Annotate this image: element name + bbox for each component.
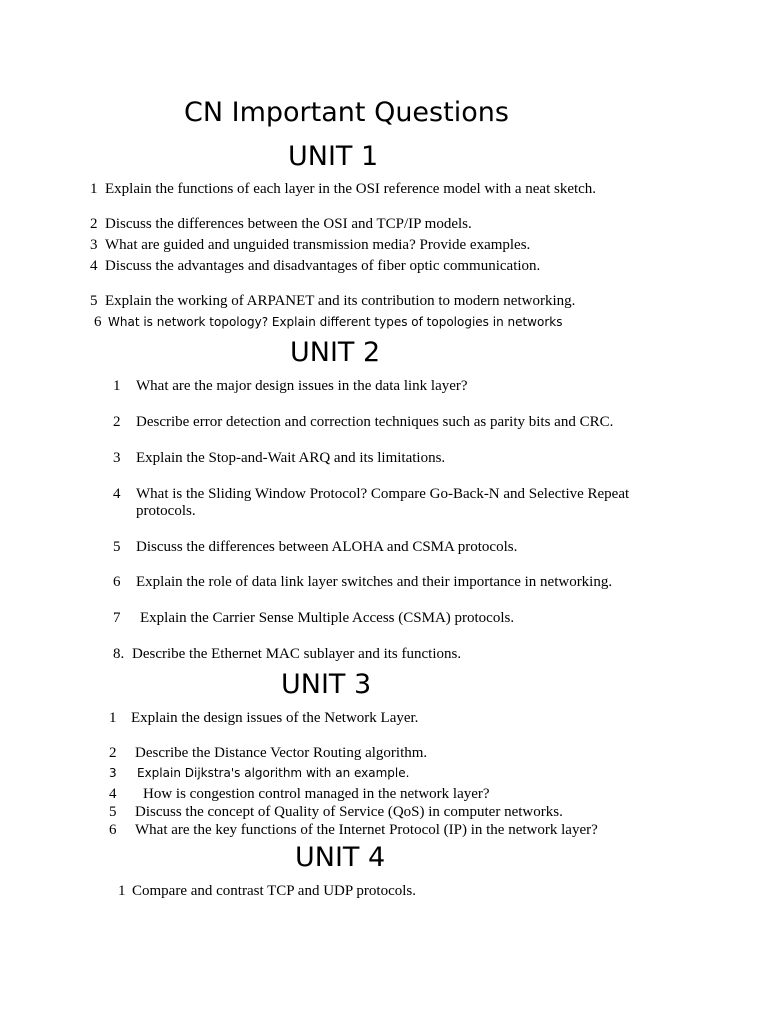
unit-1-q4-number: 4 xyxy=(90,258,98,274)
unit-1-q2-text: Discuss the differences between the OSI and TCP/IP models. xyxy=(105,216,472,232)
unit-1-q1-text: Explain the functions of each layer in the OSI reference model with a neat sketch. xyxy=(105,181,597,197)
unit-2-q7-number: 7 xyxy=(113,610,121,626)
unit-1-q3-text: What are guided and unguided transmission media? Provide examples. xyxy=(105,237,531,253)
unit-3-q4-number: 4 xyxy=(109,786,117,802)
unit-2-q6-number: 6 xyxy=(113,574,121,590)
unit-4-q1-text: Compare and contrast TCP and UDP protocols. xyxy=(132,883,416,899)
unit-3-q6-text: What are the key functions of the Internet Protocol (IP) in the network layer? xyxy=(135,822,598,838)
unit-2-q4-text: What is the Sliding Window Protocol? Compare Go-Back-N and Selective Repeat xyxy=(136,486,630,502)
unit-4-heading: UNIT 4 xyxy=(295,842,386,873)
unit-2-q2-text: Describe error detection and correction techniques such as parity bits and CRC. xyxy=(136,414,614,430)
unit-3-q3-number: 3 xyxy=(109,766,117,780)
unit-1-heading: UNIT 1 xyxy=(288,141,379,172)
unit-3-q5-number: 5 xyxy=(109,804,117,820)
unit-1-q6-number: 6 xyxy=(94,314,102,330)
unit-3-q4-text: How is congestion control managed in the network layer? xyxy=(143,786,490,802)
unit-1-q5-text: Explain the working of ARPANET and its contribution to modern networking. xyxy=(105,293,576,309)
unit-1-q1-number: 1 xyxy=(90,181,98,197)
unit-1-q4-text: Discuss the advantages and disadvantages of fiber optic communication. xyxy=(105,258,541,274)
unit-1-q2-number: 2 xyxy=(90,216,98,232)
unit-3-heading: UNIT 3 xyxy=(281,669,372,700)
unit-3-q1-text: Explain the design issues of the Network Layer. xyxy=(131,710,419,726)
unit-1-q3-number: 3 xyxy=(90,237,98,253)
unit-3-q6-number: 6 xyxy=(109,822,117,838)
unit-2-q4-number: 4 xyxy=(113,486,121,502)
unit-3-q2-text: Describe the Distance Vector Routing algorithm. xyxy=(135,745,428,761)
unit-2-q6-text: Explain the role of data link layer switches and their importance in networking. xyxy=(136,574,613,590)
unit-2-q7-text: Explain the Carrier Sense Multiple Access (CSMA) protocols. xyxy=(140,610,515,626)
unit-2-q1-text: What are the major design issues in the data link layer? xyxy=(136,378,468,394)
unit-2-q8-number: 8. xyxy=(113,646,125,662)
unit-2-heading: UNIT 2 xyxy=(290,337,381,368)
unit-2-q4-text-continued: protocols. xyxy=(136,503,196,519)
unit-3-q2-number: 2 xyxy=(109,745,117,761)
unit-2-q3-text: Explain the Stop-and-Wait ARQ and its limitations. xyxy=(136,450,446,466)
unit-3-q3-text: Explain Dijkstra's algorithm with an example. xyxy=(137,766,410,780)
unit-2-q5-text: Discuss the differences between ALOHA and CSMA protocols. xyxy=(136,539,518,555)
unit-3-q1-number: 1 xyxy=(109,710,117,726)
unit-2-q8-text: Describe the Ethernet MAC sublayer and its functions. xyxy=(132,646,462,662)
page-title: CN Important Questions xyxy=(184,97,509,128)
unit-2-q3-number: 3 xyxy=(113,450,121,466)
unit-1-q6-text: What is network topology? Explain different types of topologies in networks xyxy=(108,315,563,329)
unit-2-q5-number: 5 xyxy=(113,539,121,555)
unit-1-q5-number: 5 xyxy=(90,293,98,309)
unit-2-q2-number: 2 xyxy=(113,414,121,430)
unit-2-q1-number: 1 xyxy=(113,378,121,394)
unit-4-q1-number: 1 xyxy=(118,883,126,899)
unit-3-q5-text: Discuss the concept of Quality of Service (QoS) in computer networks. xyxy=(135,804,563,820)
